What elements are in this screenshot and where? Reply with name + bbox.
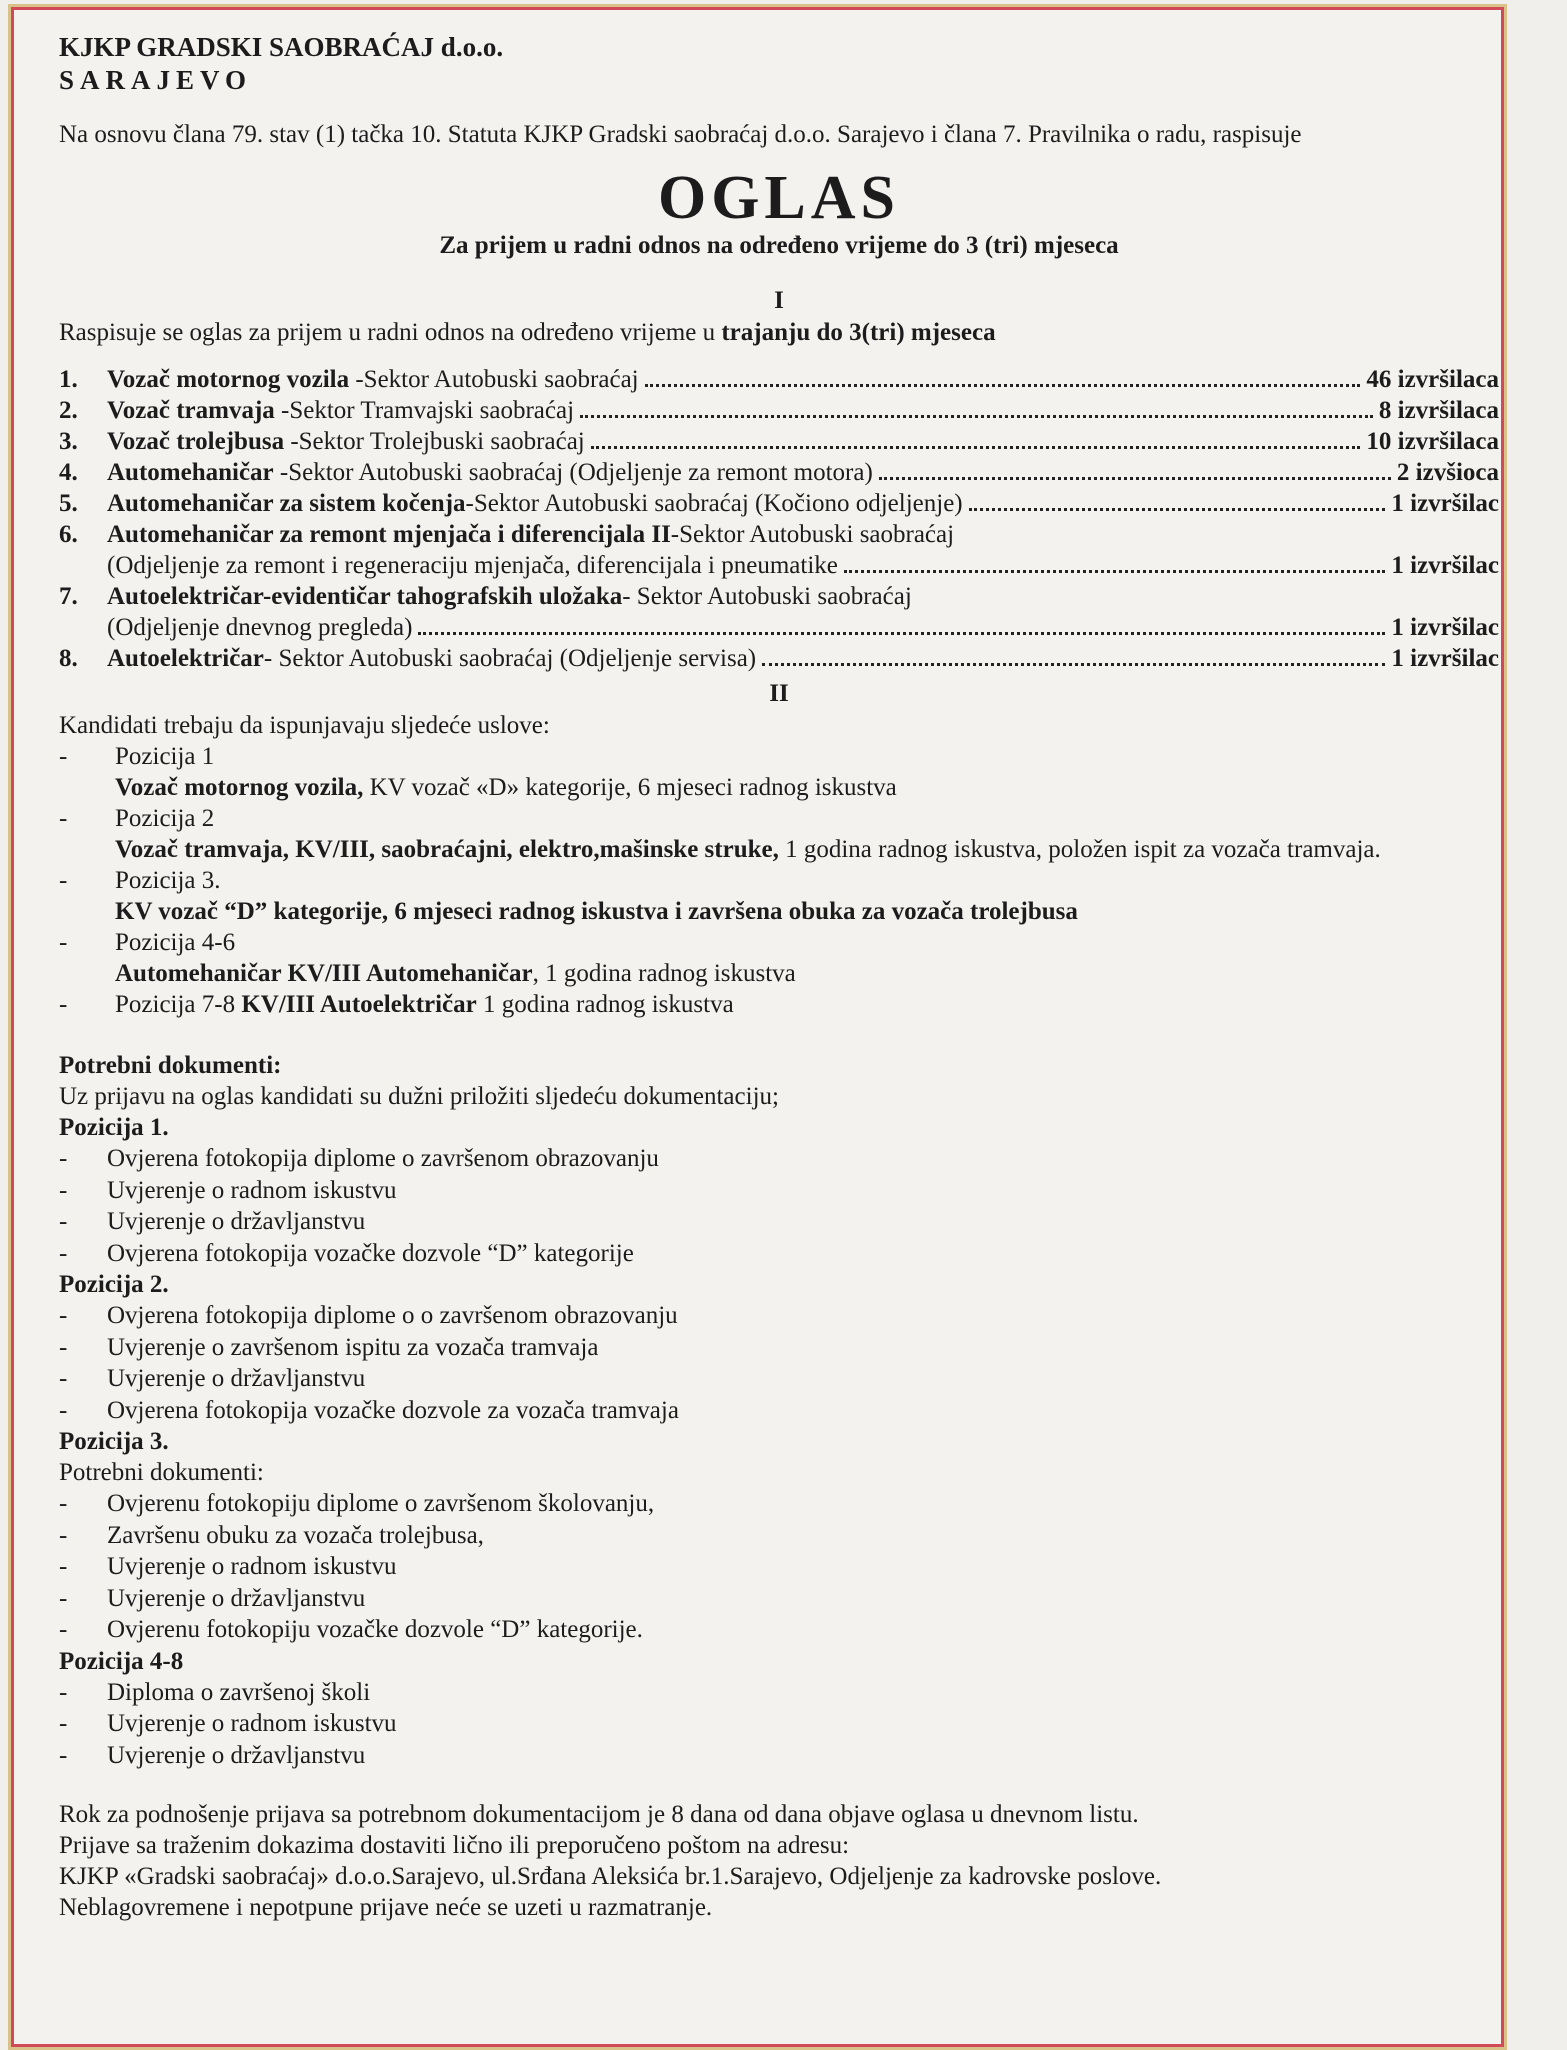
position-item xyxy=(59,581,1499,643)
dash-bullet: - xyxy=(59,1239,68,1267)
position-line xyxy=(107,457,1499,488)
document-item xyxy=(59,1332,1499,1364)
intro-text: Na osnovu člana 79. stav (1) tačka 10. Statuta KJKP Gradski saobraćaj d.o.o. Sarajevo i člana 7. Pravilnika o radu, raspisuje xyxy=(59,121,1302,148)
document-text: Uvjerenje o radnom iskustvu xyxy=(107,1176,397,1204)
document-text: Uvjerenje o državljanstvu xyxy=(107,1584,366,1612)
page-title: OGLAS xyxy=(657,164,901,232)
dot-leader xyxy=(969,507,1386,511)
position-number: 7. xyxy=(59,583,78,610)
document-list xyxy=(59,1300,1499,1426)
document-group-title: Pozicija 1. xyxy=(59,1114,169,1141)
document-list xyxy=(59,1143,1499,1269)
document-text: Uvjerenje o radnom iskustvu xyxy=(107,1553,397,1580)
position-number: 2. xyxy=(59,397,78,424)
position-line xyxy=(107,612,1499,643)
position-title xyxy=(107,395,574,426)
requirement-detail xyxy=(59,772,1499,803)
position-title-bold: Autoelektričar xyxy=(107,645,264,672)
position-sector: - Sektor Autobuski saobraćaj (Odjeljenje servisa) xyxy=(263,645,757,672)
position-title xyxy=(107,364,639,395)
position-count: 1 izvršilac xyxy=(1391,490,1499,517)
position-title-bold: Automehaničar za sistem kočenja xyxy=(107,490,466,517)
footer-line: Rok za podnošenje prijava sa potrebnom dokumentacijom je 8 dana od dana objave oglasa u dnevnom listu. xyxy=(59,1801,1139,1828)
document-text: Završenu obuku za vozača trolejbusa, xyxy=(107,1521,484,1549)
requirement-bold: KV vozač “D” kategorije, 6 mjeseci radnog iskustva i završena obuka za vozača trolejbusa xyxy=(115,898,1078,925)
section-1-numeral: I xyxy=(774,287,784,314)
document-item xyxy=(59,1238,1499,1270)
position-number: 4. xyxy=(59,459,78,486)
document-item xyxy=(59,1551,1499,1583)
dash-bullet: - xyxy=(59,867,68,894)
position-sector: -Sektor Trolejbuski saobraćaj xyxy=(284,428,585,455)
dash-bullet: - xyxy=(59,805,68,832)
document-list xyxy=(59,1488,1499,1646)
requirements-list xyxy=(59,803,1499,834)
position-body xyxy=(107,581,1499,643)
dot-leader xyxy=(591,445,1361,449)
dash-bullet: - xyxy=(59,1208,68,1235)
dash-bullet: - xyxy=(59,1490,68,1517)
dash-bullet: - xyxy=(59,1396,68,1424)
position-count: 46 izvršilaca xyxy=(1366,366,1499,393)
requirements-list xyxy=(59,865,1499,896)
position-item xyxy=(59,519,1499,581)
requirement-bold: Automehaničar KV/III Automehaničar xyxy=(115,960,533,987)
document-item xyxy=(59,1614,1499,1646)
requirement-item xyxy=(59,927,1499,958)
section-1-intro-bold: trajanju do 3(tri) mjeseca xyxy=(721,319,996,346)
position-item xyxy=(59,364,1499,395)
requirement-bold: Vozač motornog vozila, xyxy=(115,774,364,801)
section-1-intro xyxy=(59,317,1499,348)
document-group-title: Pozicija 4-8 xyxy=(59,1647,184,1675)
position-title-bold: Autoelektričar-evidentičar tahografskih uložaka xyxy=(107,583,623,610)
requirement-label: Pozicija 7-8 xyxy=(115,991,242,1018)
position-body xyxy=(107,519,1499,581)
documents-heading: Potrebni dokumenti: xyxy=(59,1052,282,1079)
company-city: SARAJEVO xyxy=(59,65,252,95)
document-group-title: Pozicija 3. xyxy=(59,1428,169,1455)
dot-leader xyxy=(580,414,1373,418)
position-body xyxy=(107,643,1499,674)
dash-bullet: - xyxy=(59,1365,68,1392)
requirement-label: Pozicija 3. xyxy=(115,867,221,894)
section-2-numeral: II xyxy=(769,680,789,707)
position-number: 1. xyxy=(59,366,78,393)
requirement-item xyxy=(59,865,1499,896)
position-title-bold: Automehaničar za remont mjenjača i diferencijala II xyxy=(107,521,671,548)
document-text: Uvjerenje o završenom ispitu za vozača tramvaja xyxy=(107,1333,599,1361)
document-group-subtitle: Potrebni dokumenti: xyxy=(59,1459,264,1486)
position-number: 3. xyxy=(59,428,78,455)
positions-list xyxy=(59,364,1499,674)
dash-bullet: - xyxy=(59,1584,68,1612)
document-text: Ovjerenu fotokopiju diplome o završenom školovanju, xyxy=(107,1490,655,1517)
document-group xyxy=(59,1269,1499,1426)
requirement-text: , 1 godina radnog iskustva xyxy=(532,960,796,987)
dash-bullet: - xyxy=(59,1553,68,1580)
document-group-title: Pozicija 2. xyxy=(59,1271,169,1298)
dash-bullet: - xyxy=(59,1710,68,1737)
requirement-label: Pozicija 1 xyxy=(115,743,215,770)
requirements-list xyxy=(59,741,1499,772)
position-body xyxy=(107,364,1499,395)
position-sector: -Sektor Tramvajski saobraćaj xyxy=(274,397,575,424)
requirements-list xyxy=(59,989,1499,1020)
dash-bullet: - xyxy=(59,991,68,1018)
document-list xyxy=(59,1677,1499,1772)
document-text: Diploma o završenoj školi xyxy=(107,1678,371,1706)
document-group xyxy=(59,1426,1499,1646)
documents-intro: Uz prijavu na oglas kandidati su dužni priložiti sljedeću dokumentaciju; xyxy=(59,1083,779,1110)
section-2-intro: Kandidati trebaju da ispunjavaju sljedeće uslove: xyxy=(59,712,550,739)
footer-notes xyxy=(59,1799,1499,1923)
document-item xyxy=(59,1206,1499,1238)
dash-bullet: - xyxy=(59,1302,68,1329)
footer-line: Prijave sa traženim dokazima dostaviti lično ili preporučeno poštom na adresu: xyxy=(59,1832,850,1859)
position-number: 6. xyxy=(59,521,78,548)
advertisement-content xyxy=(59,31,1499,1923)
document-group xyxy=(59,1112,1499,1269)
position-body xyxy=(107,457,1499,488)
position-line xyxy=(107,643,1499,674)
document-item xyxy=(59,1143,1499,1175)
position-title-bold: Vozač tramvaja xyxy=(107,397,275,424)
position-number: 5. xyxy=(59,490,78,517)
dot-leader xyxy=(762,662,1385,666)
position-line xyxy=(107,395,1499,426)
position-department: (Odjeljenje za remont i regeneraciju mjenjača, diferencijala i pneumatike xyxy=(107,552,838,579)
position-count: 1 izvršilac xyxy=(1391,645,1499,672)
document-text: Ovjerena fotokopija vozačke dozvole “D” kategorije xyxy=(107,1239,634,1267)
requirement-bold: Vozač tramvaja, KV/III, saobraćajni, elektro,mašinske struke, xyxy=(115,836,779,863)
position-count: 10 izvršilaca xyxy=(1366,428,1499,455)
document-text: Uvjerenje o radnom iskustvu xyxy=(107,1710,397,1737)
position-number: 8. xyxy=(59,645,78,672)
document-text: Ovjerena fotokopija diplome o o završenom obrazovanju xyxy=(107,1302,678,1329)
position-sector: -Sektor Autobuski saobraćaj xyxy=(349,366,639,393)
dash-bullet: - xyxy=(59,929,68,956)
document-groups xyxy=(59,1112,1499,1771)
page-subtitle: Za prijem u radni odnos na određeno vrijeme do 3 (tri) mjeseca xyxy=(439,232,1119,259)
document-item xyxy=(59,1583,1499,1615)
document-item xyxy=(59,1300,1499,1332)
dash-bullet: - xyxy=(59,1678,68,1706)
position-department: (Odjeljenje dnevnog pregleda) xyxy=(107,614,413,641)
dot-leader xyxy=(418,631,1385,635)
position-item xyxy=(59,457,1499,488)
position-body xyxy=(107,488,1499,519)
position-count: 1 izvršilac xyxy=(1391,552,1499,579)
requirement-label: Pozicija 2 xyxy=(115,805,215,832)
document-item xyxy=(59,1740,1499,1772)
requirement-label: Pozicija 4-6 xyxy=(115,929,236,956)
document-text: Uvjerenje o državljanstvu xyxy=(107,1208,366,1235)
dot-leader xyxy=(645,383,1361,387)
position-title xyxy=(107,643,756,674)
dot-leader xyxy=(844,569,1386,573)
position-item xyxy=(59,488,1499,519)
position-sector: - Sektor Autobuski saobraćaj xyxy=(622,583,912,610)
requirement-detail xyxy=(59,834,1499,865)
position-title xyxy=(107,581,1499,612)
document-text: Ovjerena fotokopija diplome o završenom obrazovanju xyxy=(107,1145,659,1172)
requirement-text: 1 godina radnog iskustva xyxy=(476,991,734,1018)
position-title-bold: Vozač motornog vozila xyxy=(107,366,350,393)
position-sector: -Sektor Autobuski saobraćaj xyxy=(670,521,955,548)
position-line xyxy=(107,550,1499,581)
requirement-text: KV vozač «D» kategorije, 6 mjeseci radnog iskustva xyxy=(363,774,897,801)
dash-bullet: - xyxy=(59,743,68,770)
requirement-item xyxy=(59,803,1499,834)
dash-bullet: - xyxy=(59,1741,68,1769)
company-name: KJKP GRADSKI SAOBRAĆAJ d.o.o. xyxy=(59,32,504,62)
dash-bullet: - xyxy=(59,1333,68,1361)
dot-leader xyxy=(879,476,1391,480)
document-text: Uvjerenje o državljanstvu xyxy=(107,1365,366,1392)
position-body xyxy=(107,426,1499,457)
section-1-intro-text: Raspisuje se oglas za prijem u radni odnos na određeno vrijeme u xyxy=(59,319,722,346)
position-sector: -Sektor Autobuski saobraćaj (Kočiono odjeljenje) xyxy=(465,490,963,517)
position-sector: -Sektor Autobuski saobraćaj (Odjeljenje za remont motora) xyxy=(273,459,873,486)
requirement-detail xyxy=(59,896,1499,927)
document-item xyxy=(59,1708,1499,1740)
document-item xyxy=(59,1520,1499,1552)
position-item xyxy=(59,395,1499,426)
company-header xyxy=(59,31,1499,97)
position-line xyxy=(107,426,1499,457)
document-item xyxy=(59,1395,1499,1427)
document-text: Ovjerena fotokopija vozačke dozvole za vozača tramvaja xyxy=(107,1396,679,1424)
document-item xyxy=(59,1677,1499,1709)
requirement-text: 1 godina radnog iskustva, položen ispit za vozača tramvaja. xyxy=(778,836,1381,863)
requirement-detail xyxy=(59,958,1499,989)
document-group xyxy=(59,1646,1499,1772)
position-line xyxy=(107,488,1499,519)
advertisement-page xyxy=(8,4,1507,2050)
position-count: 8 izvršilaca xyxy=(1378,397,1499,424)
document-item xyxy=(59,1488,1499,1520)
position-title xyxy=(107,457,873,488)
footer-line: Neblagovremene i nepotpune prijave neće se uzeti u razmatranje. xyxy=(59,1894,713,1921)
position-title-bold: Automehaničar xyxy=(107,459,274,486)
footer-line: KJKP «Gradski saobraćaj» d.o.o.Sarajevo, ul.Srđana Aleksića br.1.Sarajevo, Odjeljenje za kadrovske poslove. xyxy=(59,1863,1162,1890)
requirement-item xyxy=(59,989,1499,1020)
document-text: Ovjerenu fotokopiju vozačke dozvole “D” kategorije. xyxy=(107,1616,643,1643)
document-item xyxy=(59,1175,1499,1207)
dash-bullet: - xyxy=(59,1176,68,1204)
requirements-list xyxy=(59,927,1499,958)
position-title-bold: Vozač trolejbusa xyxy=(107,428,285,455)
dash-bullet: - xyxy=(59,1616,68,1643)
position-item xyxy=(59,426,1499,457)
position-body xyxy=(107,395,1499,426)
position-title xyxy=(107,488,963,519)
dash-bullet: - xyxy=(59,1145,68,1172)
position-title xyxy=(107,426,585,457)
dash-bullet: - xyxy=(59,1521,68,1549)
requirement-bold: KV/III Autoelektričar xyxy=(241,991,477,1018)
position-count: 1 izvršilac xyxy=(1391,614,1499,641)
document-item xyxy=(59,1363,1499,1395)
requirement-item xyxy=(59,741,1499,772)
position-line xyxy=(107,364,1499,395)
position-title xyxy=(107,519,1499,550)
position-item xyxy=(59,643,1499,674)
position-count: 2 izvšioca xyxy=(1396,459,1499,486)
document-text: Uvjerenje o državljanstvu xyxy=(107,1741,366,1769)
